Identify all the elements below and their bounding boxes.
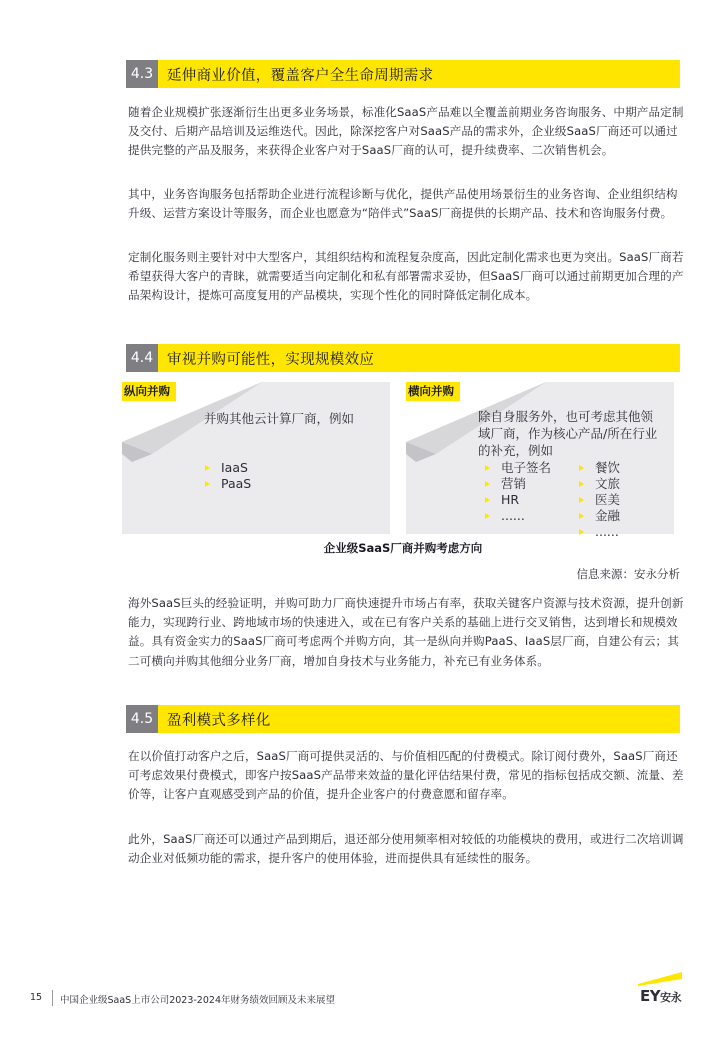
section-header-4-5: [126, 705, 680, 733]
list-item: 电子签名: [484, 460, 551, 476]
box-tag: 纵向并购: [122, 382, 176, 401]
vertical-item-list: [204, 460, 251, 492]
logo-chinese: 安永: [660, 991, 682, 1004]
list-item: HR: [484, 492, 551, 508]
paragraph: 此外，SaaS厂商还可以通过产品到期后，退还部分使用频率相对较低的功能模块的费用，或进行二次培训调动企业对低频功能的需求，提升客户的使用体验，进而提供具有延续性的服务。: [128, 832, 684, 866]
section-number: 4.4: [126, 344, 158, 372]
paragraph: 其中，业务咨询服务包括帮助企业进行流程诊断与优化，提供产品使用场景衍生的业务咨询、企业组织结构升级、运营方案设计等服务，而企业也愿意为“陪伴式”SaaS厂商提供的长期产品、技术和咨询服务付费。: [128, 187, 678, 221]
page-number: 15: [30, 992, 43, 1003]
section-number: 4.3: [126, 60, 158, 88]
list-item: ......: [484, 508, 551, 524]
section-header-4-3: [126, 60, 680, 88]
list-item: 餐饮: [578, 460, 620, 476]
section-title: 盈利模式多样化: [167, 712, 271, 729]
report-title: 中国企业级SaaS上市公司2023-2024年财务绩效回顾及未来展望: [60, 995, 335, 1006]
horizontal-item-list-1: [484, 460, 551, 524]
box-tag: 横向并购: [406, 382, 460, 401]
paragraph: 定制化服务则主要针对中大型客户，其组织结构和流程复杂度高，因此定制化需求也更为突出。SaaS厂商若希望获得大客户的青睐，就需要适当向定制化和私有部署需求妥协，但SaaS厂商可以通过前期更加合理的产品架构设计，提炼可高度复用的产品模块，实现个性化的同时降低定制化成本。: [128, 250, 684, 303]
section-title: 审视并购可能性，实现规模效应: [167, 351, 375, 368]
horizontal-item-list-2: [578, 460, 620, 540]
paragraph: 海外SaaS巨头的经验证明，并购可助力厂商快速提升市场占有率，获取关键客户资源与技术资源，提升创新能力，实现跨行业、跨地域市场的快速进入，或在已有客户关系的基础上进行交叉销售，达到增长和规模效益。具有资金实力的SaaS厂商可考虑两个并购方向，其一是纵向并购PaaS、IaaS层厂商，自建公有云；其二可横向并购其他细分业务厂商，增加自身技术与业务能力，补充已有业务体系。: [128, 596, 684, 668]
section-title: 延伸商业价值，覆盖客户全生命周期需求: [167, 67, 434, 84]
paragraph: 在以价值打动客户之后，SaaS厂商可提供灵活的、与价值相匹配的付费模式。除订阅付费外，SaaS厂商还可考虑效果付费模式，即客户按SaaS产品带来效益的量化评估结果付费，常见的指标包括成交额、流量、差价等，让客户直观感受到产品的价值，提升企业客户的付费意愿和留存率。: [128, 749, 684, 802]
list-item: PaaS: [204, 476, 251, 492]
section-header-4-4: [126, 344, 680, 372]
list-item: 文旅: [578, 476, 620, 492]
list-item: ......: [578, 524, 620, 540]
footer-divider: [52, 990, 53, 1006]
vertical-acquisition-box: [122, 382, 390, 534]
box-description: 除自身服务外，也可考虑其他领域厂商，作为核心产品/所在行业的补充，例如: [478, 409, 658, 458]
figure-source: 信息来源：安永分析: [576, 567, 680, 581]
ey-logo-text: [640, 987, 681, 1005]
paragraph: 随着企业规模扩张逐渐衍生出更多业务场景，标准化SaaS产品难以全覆盖前期业务咨询服务、中期产品定制及交付、后期产品培训及运维迭代。因此，除深挖客户对SaaS产品的需求外，企业级SaaS厂商还可以通过提供完整的产品及服务，来获得企业客户对于SaaS厂商的认可，提升续费率、二次销售机会。: [128, 105, 684, 158]
figure-caption: 企业级SaaS厂商并购考虑方向: [323, 541, 483, 555]
list-item: 营销: [484, 476, 551, 492]
horizontal-acquisition-box: [406, 382, 674, 539]
logo-letters: EY: [640, 987, 661, 1005]
list-item: IaaS: [204, 460, 251, 476]
box-description: 并购其他云计算厂商，例如: [204, 411, 355, 426]
list-item: 金融: [578, 508, 620, 524]
list-item: 医美: [578, 492, 620, 508]
section-number: 4.5: [126, 705, 158, 733]
